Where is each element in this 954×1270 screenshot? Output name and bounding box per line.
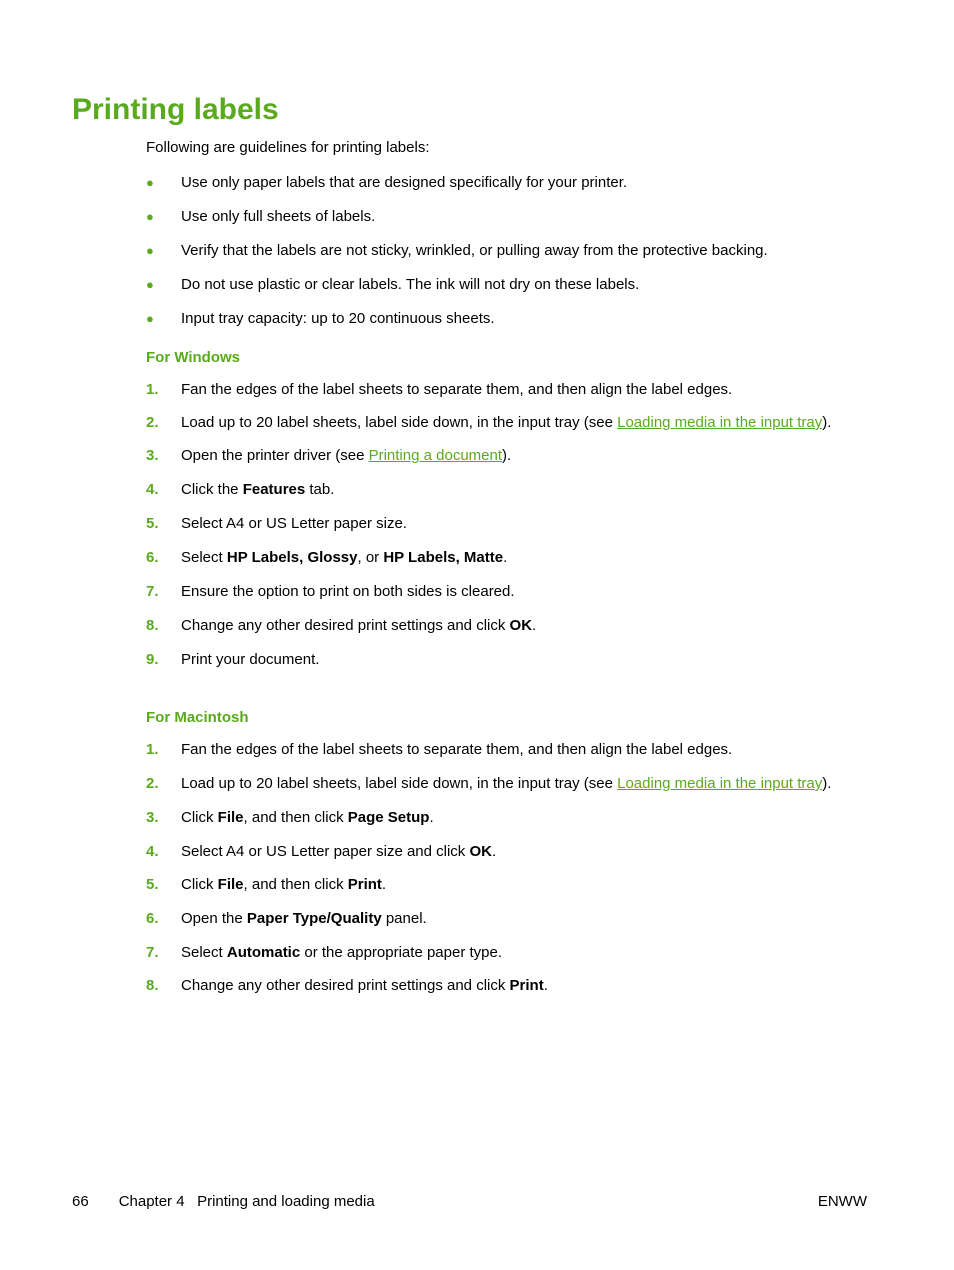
- step-text: ).: [502, 447, 512, 464]
- step-text: .: [503, 549, 508, 566]
- step-item: [146, 413, 846, 433]
- step-text: .: [532, 617, 537, 634]
- step-bold-text: Paper Type/Quality: [246, 910, 382, 927]
- step-item: [146, 480, 846, 500]
- windows-heading: For Windows: [146, 349, 241, 366]
- step-bold-text: Automatic: [226, 944, 301, 961]
- step-number: 5.: [146, 876, 159, 893]
- step-text: Ensure the option to print on both sides is cleared.: [181, 583, 515, 600]
- step-text: tab.: [305, 481, 335, 498]
- step-number: 4.: [146, 481, 159, 498]
- step-text: Open the printer driver (see: [181, 447, 369, 464]
- step-number: 9.: [146, 651, 159, 668]
- list-item: [146, 241, 846, 261]
- step-text: Open the: [181, 910, 247, 927]
- intro-text: Following are guidelines for printing labels:: [146, 139, 430, 156]
- step-item: [146, 582, 846, 602]
- step-bold-text: OK: [509, 617, 533, 634]
- bullet-icon: ●: [146, 175, 154, 190]
- bullet-icon: ●: [146, 243, 154, 258]
- loading-media-link[interactable]: Loading media in the input tray: [617, 775, 823, 792]
- step-item: [146, 976, 846, 996]
- step-number: 8.: [146, 617, 159, 634]
- step-bold-text: File: [217, 809, 244, 826]
- step-bold-text: Features: [242, 481, 306, 498]
- step-text: or the appropriate paper type.: [300, 944, 502, 961]
- step-text: Load up to 20 label sheets, label side down, in the input tray (see: [181, 775, 618, 792]
- list-item: [146, 309, 846, 329]
- step-text: .: [491, 843, 497, 860]
- step-text: Change any other desired print settings and click: [181, 617, 510, 634]
- bullet-text: Use only full sheets of labels.: [181, 208, 376, 225]
- step-bold-text: Print: [347, 876, 382, 893]
- step-text: panel.: [381, 910, 427, 927]
- page-number: 66: [72, 1193, 89, 1210]
- step-bold-text: File: [217, 876, 244, 893]
- bullet-icon: ●: [146, 277, 154, 292]
- page-title: Printing labels: [72, 93, 279, 126]
- step-number: 5.: [146, 515, 159, 532]
- step-number: 2.: [146, 414, 159, 431]
- step-bold-text: Print: [509, 977, 544, 994]
- page-footer: [72, 1192, 375, 1212]
- step-item: [146, 548, 846, 568]
- step-bold-text: HP Labels, Glossy: [226, 549, 358, 566]
- step-number: 3.: [146, 447, 159, 464]
- list-item: [146, 173, 846, 193]
- step-text: , and then click: [243, 876, 348, 893]
- step-text: , and then click: [243, 809, 348, 826]
- step-bold-text: HP Labels, Matte: [383, 549, 504, 566]
- chapter-title: Chapter 4 Printing and loading media: [118, 1193, 375, 1210]
- step-item: [146, 380, 846, 400]
- step-text: .: [543, 977, 548, 994]
- step-text: Load up to 20 label sheets, label side down, in the input tray (see: [181, 414, 618, 431]
- step-item: [146, 650, 846, 670]
- step-item: [146, 514, 846, 534]
- step-text: .: [381, 876, 387, 893]
- step-number: 3.: [146, 809, 159, 826]
- step-text: Change any other desired print settings and click: [181, 977, 510, 994]
- step-item: [146, 616, 846, 636]
- bullet-text: Verify that the labels are not sticky, wrinkled, or pulling away from the protective backing.: [181, 242, 768, 259]
- step-number: 7.: [146, 944, 159, 961]
- step-text: Click the: [181, 481, 243, 498]
- step-item: [146, 875, 846, 895]
- step-item: [146, 740, 846, 760]
- bullet-text: Input tray capacity: up to 20 continuous sheets.: [181, 310, 495, 327]
- step-text: ).: [822, 414, 832, 431]
- step-number: 4.: [146, 843, 159, 860]
- bullet-text: Use only paper labels that are designed specifically for your printer.: [181, 174, 628, 191]
- step-text: Click: [181, 876, 218, 893]
- macintosh-heading: For Macintosh: [146, 709, 249, 726]
- macintosh-steps: [146, 740, 846, 996]
- list-item: [146, 207, 846, 227]
- step-item: [146, 446, 846, 466]
- step-item: [146, 808, 846, 828]
- step-text: Print your document.: [181, 651, 320, 668]
- windows-steps: [146, 380, 846, 670]
- bullet-icon: ●: [146, 311, 154, 326]
- step-text: Fan the edges of the label sheets to separate them, and then align the label edges.: [181, 741, 733, 758]
- step-text: Click: [181, 809, 218, 826]
- step-item: [146, 842, 846, 862]
- step-text: , or: [357, 549, 384, 566]
- step-number: 7.: [146, 583, 159, 600]
- bullet-icon: ●: [146, 209, 154, 224]
- guidelines-list: [146, 173, 846, 329]
- step-bold-text: Page Setup: [347, 809, 430, 826]
- step-text: .: [429, 809, 434, 826]
- step-text: Select: [181, 944, 227, 961]
- list-item: [146, 275, 846, 295]
- step-number: 1.: [146, 381, 159, 398]
- step-item: [146, 943, 846, 963]
- step-text: ).: [822, 775, 832, 792]
- step-number: 1.: [146, 741, 159, 758]
- step-item: [146, 909, 846, 929]
- step-text: Select A4 or US Letter paper size and click: [181, 843, 470, 860]
- step-text: Select: [181, 549, 227, 566]
- step-bold-text: OK: [469, 843, 492, 860]
- step-number: 6.: [146, 910, 159, 927]
- step-text: Fan the edges of the label sheets to separate them, and then align the label edges.: [181, 381, 733, 398]
- footer-locale: ENWW: [817, 1193, 867, 1210]
- step-number: 8.: [146, 977, 159, 994]
- bullet-text: Do not use plastic or clear labels. The ink will not dry on these labels.: [181, 276, 640, 293]
- printing-document-link[interactable]: Printing a document: [368, 447, 503, 464]
- step-text: Select A4 or US Letter paper size.: [181, 515, 407, 532]
- step-number: 2.: [146, 775, 159, 792]
- loading-media-link[interactable]: Loading media in the input tray: [617, 414, 823, 431]
- step-number: 6.: [146, 549, 159, 566]
- step-item: [146, 774, 846, 794]
